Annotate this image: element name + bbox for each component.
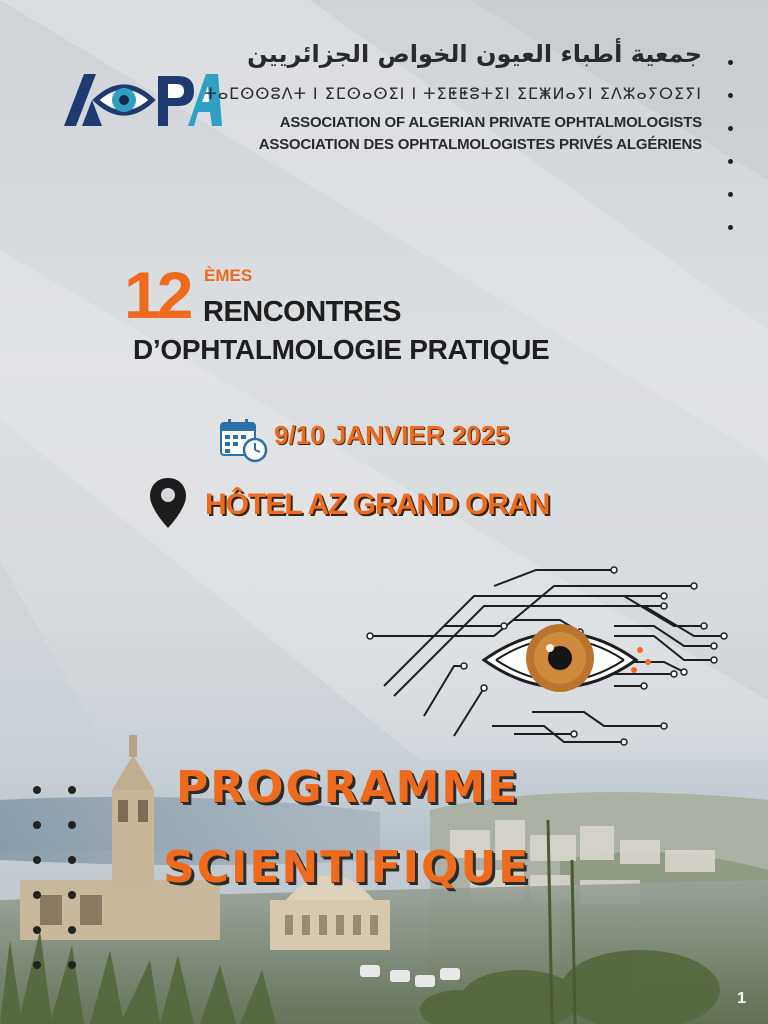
page-number: 1 — [737, 990, 746, 1007]
aopa-logo — [62, 70, 224, 128]
event-date: 9/10 JANVIER 2025 — [274, 420, 510, 450]
programme-heading-line1: PROGRAMME — [176, 762, 520, 813]
calendar-icon — [219, 418, 269, 464]
programme-heading-line2: SCIENTIFIQUE — [163, 842, 531, 893]
event-title-line1: RENCONTRES — [203, 296, 402, 328]
event-title-line2: D’OPHTALMOLOGIE PRATIQUE — [133, 334, 550, 365]
decorative-dots-right — [728, 60, 733, 230]
location-pin-icon — [148, 476, 188, 530]
eye-logo-icon — [96, 87, 152, 113]
organization-name-english: ASSOCIATION OF ALGERIAN PRIVATE OPHTALMOLOGISTS — [279, 114, 702, 131]
decorative-dots-left-b — [68, 786, 76, 969]
organization-name-tifinagh: ⵜⴰⵎⵙⵙⵓⴷⵜ ⵏ ⵉⵎⵙⴰⵙⵉⵏ ⵏ ⵜⵉⵟⵟⵓⵜⵉⵏ ⵉⵎⵥⵍⴰⵢⵏ ⵉⴷⵣⴰⵢⵔⵉⵢⵏ — [204, 84, 702, 103]
edition-suffix: ÈMES — [204, 266, 253, 285]
event-venue: HÔTEL AZ GRAND ORAN — [205, 488, 550, 521]
circuit-eye-illustration — [364, 566, 736, 748]
decorative-dots-left-a — [33, 786, 41, 969]
organization-name-french: ASSOCIATION DES OPHTALMOLOGISTES PRIVÉS ALGÉRIENS — [258, 136, 702, 153]
organization-name-arabic: جمعية أطباء العيون الخواص الجزائريين — [247, 40, 702, 68]
edition-number: 12 — [124, 258, 190, 332]
